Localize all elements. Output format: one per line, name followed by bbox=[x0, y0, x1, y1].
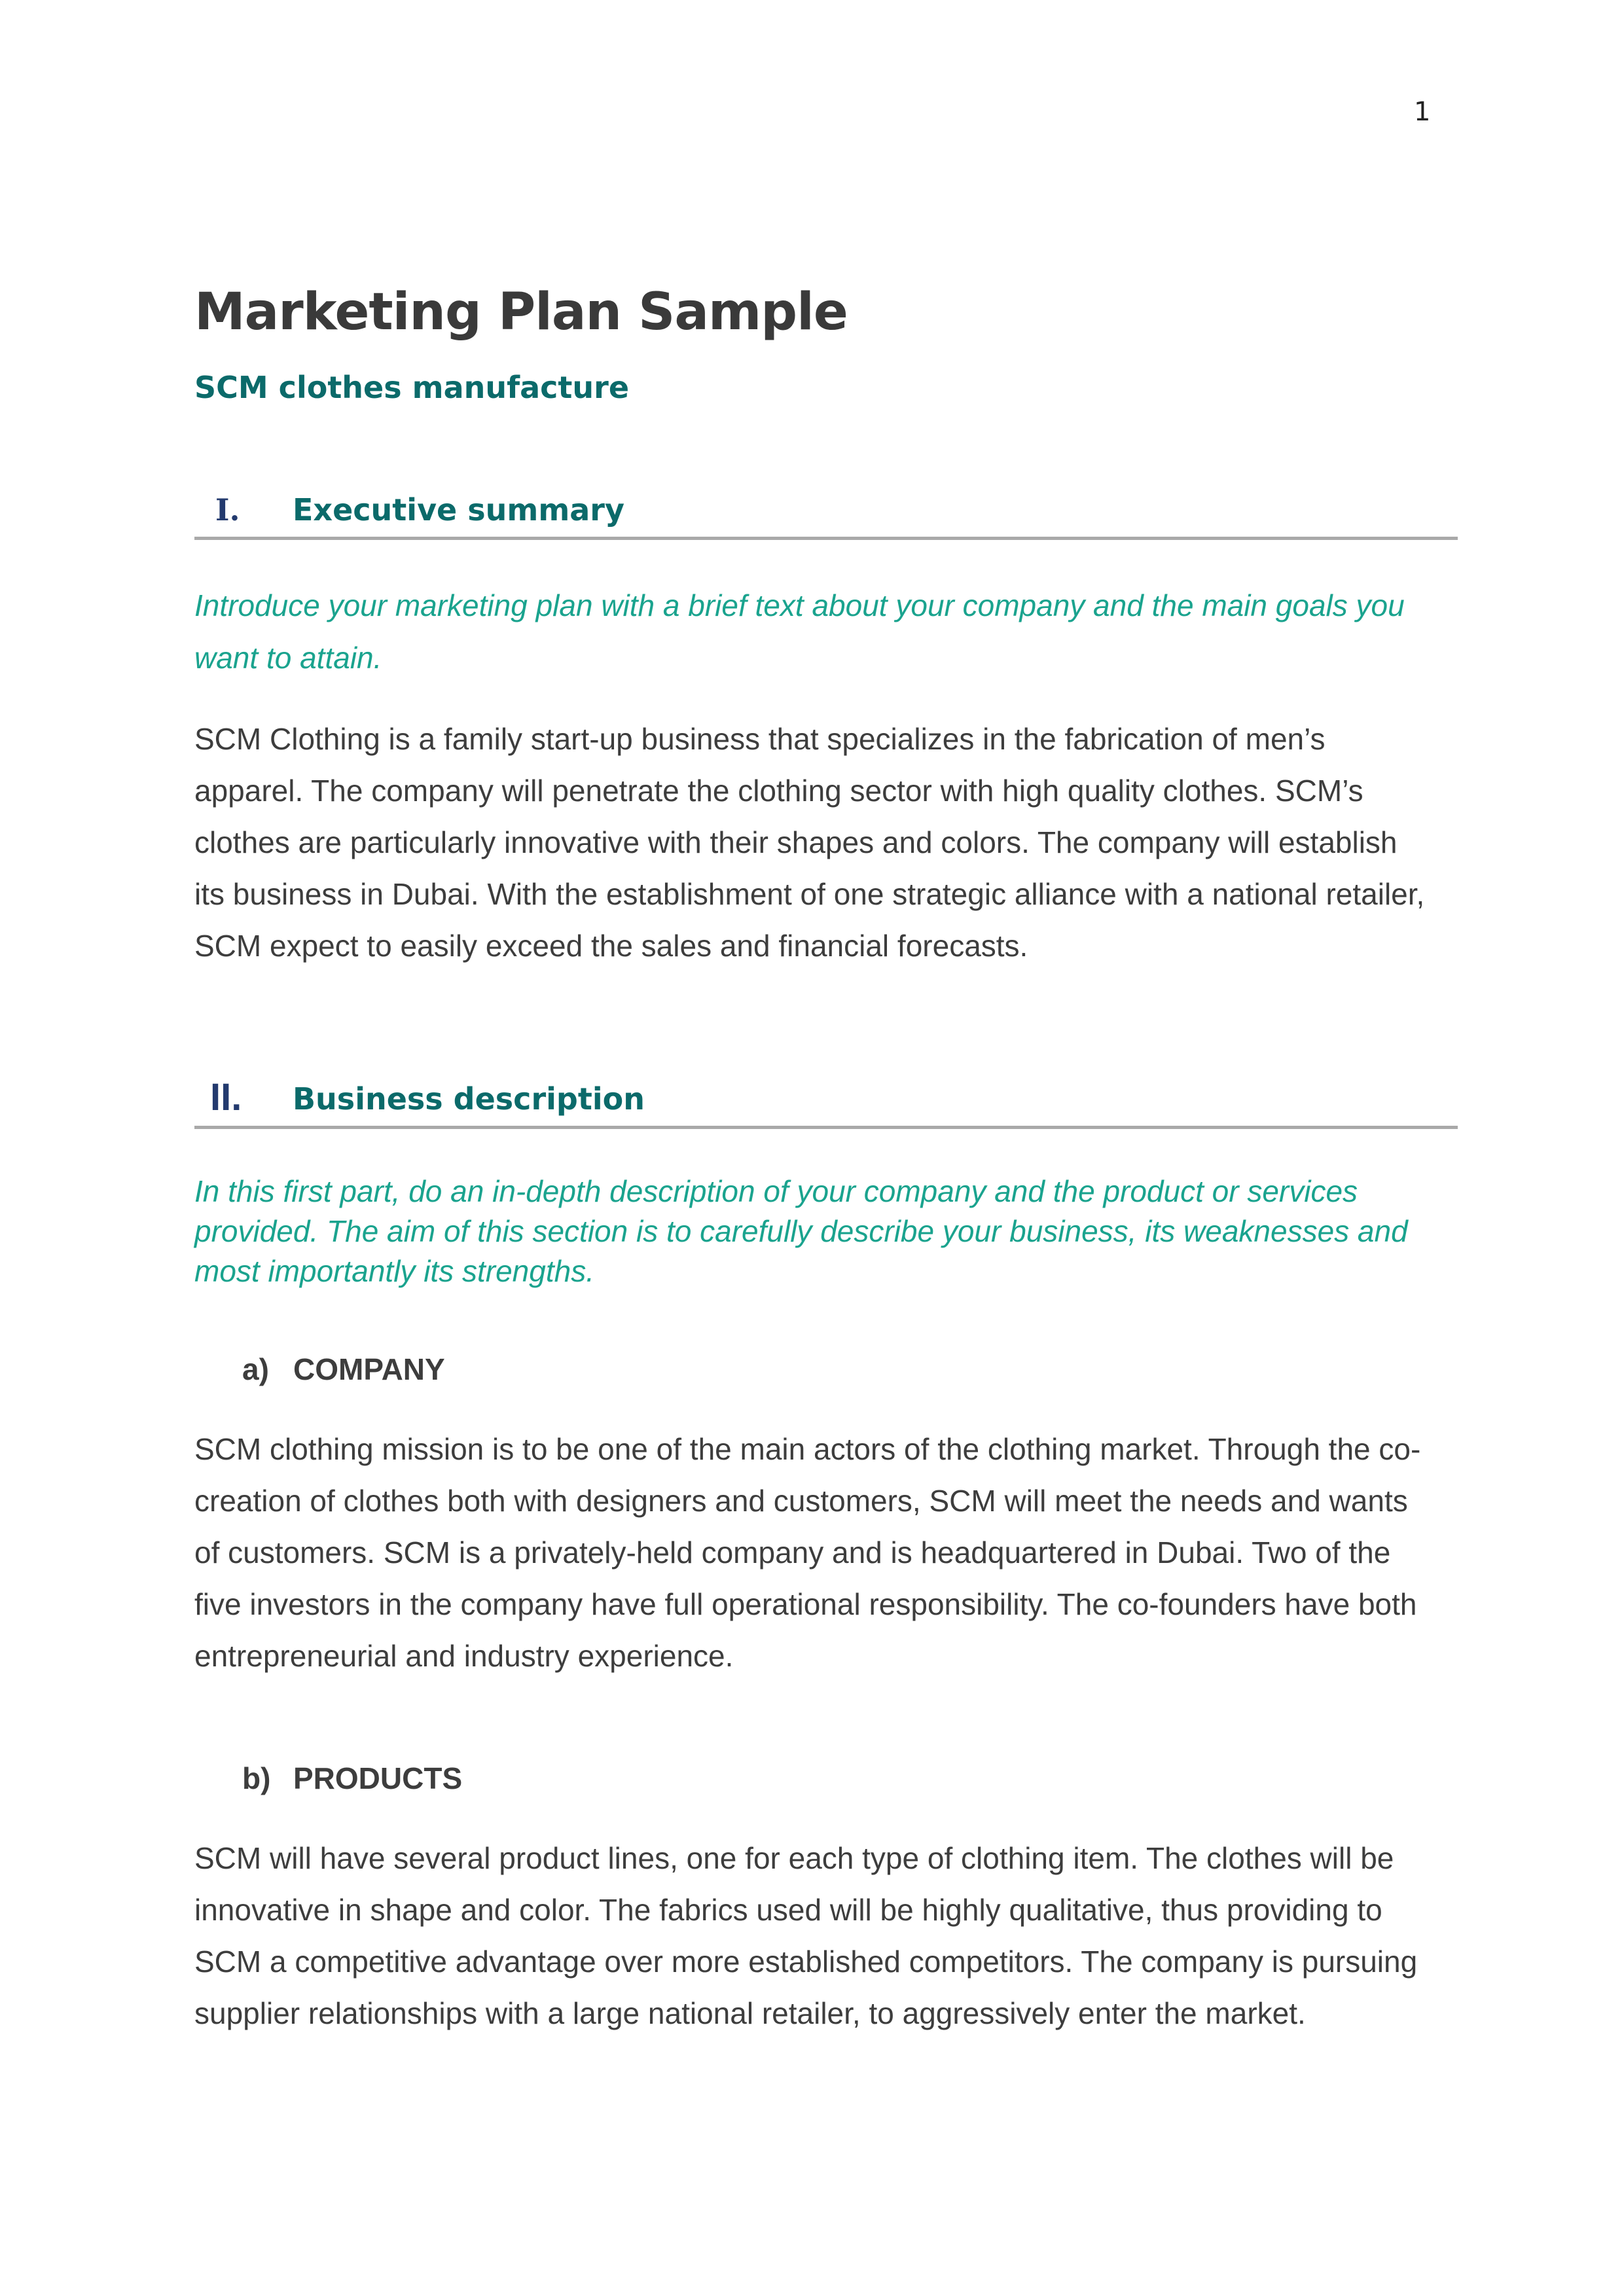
section-guidance-text bbox=[194, 1172, 1458, 1291]
paragraph-line: SCM a competitive advantage over more established competitors. The company is pursuing bbox=[194, 1945, 1418, 1979]
paragraph-line: innovative in shape and color. The fabrics used will be highly qualitative, thus providing to bbox=[194, 1893, 1382, 1927]
paragraph-line: SCM Clothing is a family start-up business that specializes in the fabrication of men’s bbox=[194, 722, 1326, 756]
paragraph-line: five investors in the company have full operational responsibility. The co-founders have both bbox=[194, 1587, 1417, 1621]
paragraph-line: SCM will have several product lines, one for each type of clothing item. The clothes will be bbox=[194, 1841, 1394, 1875]
paragraph-line: apparel. The company will penetrate the clothing sector with high quality clothes. SCM’s bbox=[194, 774, 1363, 808]
paragraph-line: supplier relationships with a large national retailer, to aggressively enter the market. bbox=[194, 1996, 1306, 2030]
paragraph-line: creation of clothes both with designers and customers, SCM will meet the needs and wants bbox=[194, 1484, 1408, 1518]
section-guidance-text bbox=[194, 579, 1458, 684]
subsection-marker: a) bbox=[242, 1352, 269, 1386]
section-heading-executive-summary bbox=[194, 484, 1458, 540]
executive-summary-paragraph bbox=[194, 713, 1458, 972]
guide-line: most importantly its strengths. bbox=[194, 1254, 594, 1288]
section-title: Executive summary bbox=[293, 492, 624, 528]
paragraph-line: its business in Dubai. With the establishment of one strategic alliance with a national retailer, bbox=[194, 877, 1425, 911]
section-numeral: I. bbox=[215, 492, 240, 528]
document-subtitle: SCM clothes manufacture bbox=[194, 370, 630, 405]
subsection-heading-products bbox=[242, 1761, 462, 1796]
company-paragraph bbox=[194, 1424, 1458, 1682]
section-heading-business-description bbox=[194, 1073, 1458, 1129]
paragraph-line: SCM clothing mission is to be one of the main actors of the clothing market. Through the co- bbox=[194, 1432, 1421, 1466]
guide-line: Introduce your marketing plan with a brief text about your company and the main goals you bbox=[194, 588, 1405, 622]
paragraph-line: entrepreneurial and industry experience. bbox=[194, 1639, 734, 1673]
subsection-heading-company bbox=[242, 1352, 445, 1387]
section-title: Business description bbox=[293, 1081, 645, 1117]
guide-line: provided. The aim of this section is to carefully describe your business, its weaknesses and bbox=[194, 1214, 1408, 1248]
paragraph-line: of customers. SCM is a privately-held company and is headquartered in Dubai. Two of the bbox=[194, 1535, 1391, 1570]
guide-line: In this first part, do an in-depth description of your company and the product or services bbox=[194, 1174, 1358, 1208]
guide-line: want to attain. bbox=[194, 641, 382, 675]
subsection-marker: b) bbox=[242, 1761, 271, 1795]
subsection-title: COMPANY bbox=[293, 1352, 445, 1386]
subsection-title: PRODUCTS bbox=[293, 1761, 463, 1795]
paragraph-line: clothes are particularly innovative with their shapes and colors. The company will establish bbox=[194, 825, 1398, 859]
paragraph-line: SCM expect to easily exceed the sales and financial forecasts. bbox=[194, 929, 1028, 963]
page-number: 1 bbox=[1414, 97, 1431, 127]
products-paragraph bbox=[194, 1833, 1458, 2039]
section-numeral: II. bbox=[210, 1076, 242, 1119]
document-title: Marketing Plan Sample bbox=[194, 283, 848, 342]
